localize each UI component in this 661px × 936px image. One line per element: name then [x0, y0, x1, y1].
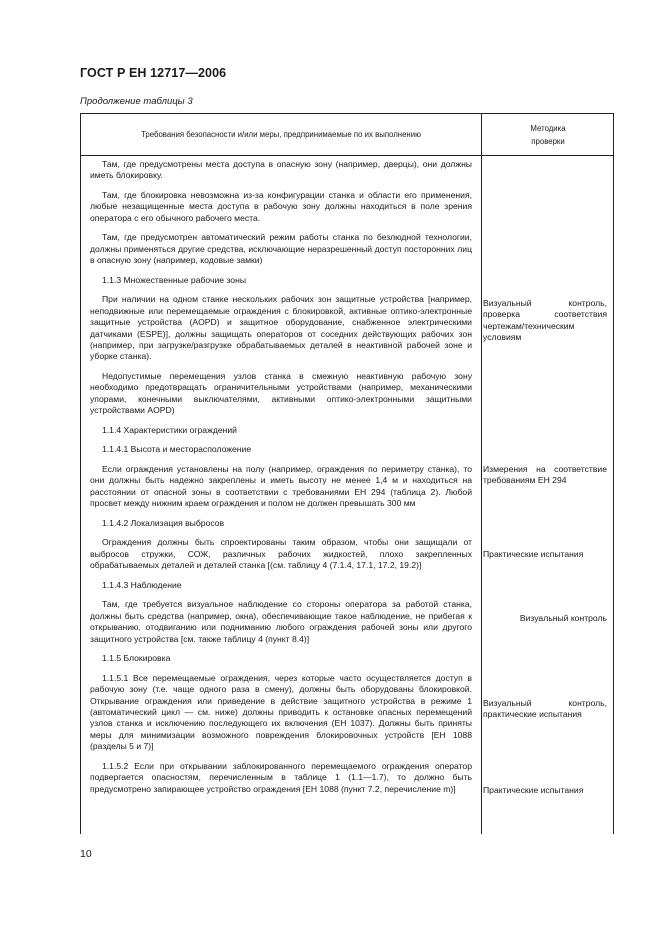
- method-cell: Визуальный контроль: [519, 613, 607, 623]
- requirement-paragraph: Там, где требуется визуальное наблюдение со стороны оператора за работой станка, должны быть средства (например, окна), обеспечивающие такое наблюдение, не прибегая к открыванию, отодвиганию или подниманию любого ограждения рабочей зоны или другого защитного устройства [см. также таблицу 4 (пункт 8.4)]: [90, 599, 472, 644]
- requirement-paragraph: Если ограждения установлены на полу (например, ограждения по периметру станка), то они должны быть надежно закреплены и иметь высоту не менее 1,4 м и находиться на расстоянии от опасной зоны в соответствии с требованиями ЕН 294 (таблица 2). Любой просвет между нижним краем ограждения и полом не должен превышать 300 мм: [90, 464, 472, 509]
- section-heading: 1.1.5 Блокировка: [102, 653, 171, 664]
- method-header-line2: проверки: [531, 136, 565, 146]
- requirement-paragraph: Там, где блокировка невозможна из-за конфигурации станка и области его применения, любые незащищенные места доступа в рабочую зону должны находиться в поле зрения оператора с его обычного рабочего места.: [90, 190, 472, 223]
- requirement-paragraph: 1.1.5.2 Если при открывании заблокированного перемещаемого ограждения оператор подвергается опасностям, перечисленным в таблице 1 (1.1—1.7), то должно быть предусмотрено запирающее устройство ограждения [ЕН 1088 (пункт 7.2, перечисление m)]: [90, 760, 472, 794]
- requirement-paragraph: Там, где предусмотрен автоматический режим работы станка по безлюдной технологии, должны применяться другие средства, исключающие неразрешенный доступ посторонних лиц в опасную зону (например, кодовые замки): [90, 232, 472, 266]
- method-header-line1: Методика: [530, 123, 566, 133]
- method-cell: Визуальный контроль, практические испытания: [483, 698, 607, 720]
- section-heading: 1.1.4.1 Высота и месторасположение: [102, 444, 252, 455]
- requirement-paragraph: 1.1.5.1 Все перемещаемые ограждения, через которые часто осуществляется доступ в рабочую зону (т.е. чаще одного раза в смену), должны быть оборудованы блокировкой. Открывание ограждения или приведение в действие защитного устройства в режиме 1 (автоматический цикл — см. ниже) должны приводить к остановке опасных перемещений узлов станка и исключению последующего их включения (ЕН 1037). Должны быть приняты меры для минимизации возможного повреждения блокировочных устройств [ЕН 1088 (разделы 5 и 7)]: [90, 672, 472, 752]
- table-continuation-label: Продолжение таблицы 3: [80, 96, 193, 107]
- method-cell: Визуальный контроль, проверка соответствия чертежам/техническим условиям: [483, 298, 607, 343]
- requirement-paragraph: Там, где предусмотрены места доступа в опасную зону (например, дверцы), они должны иметь блокировку.: [90, 159, 472, 181]
- requirements-table: [80, 113, 614, 834]
- requirement-paragraph: Недопустимые перемещения узлов станка в смежную неактивную рабочую зону необходимо предотвращать ограничительными устройствами (например, механическими упорами, конечными выключателями, активными оптико-электронными защитными устройствами AOPD): [90, 371, 472, 416]
- section-heading: 1.1.3 Множественные рабочие зоны: [102, 274, 246, 285]
- method-cell: Практические испытания: [483, 549, 584, 559]
- document-title: ГОСТ Р ЕН 12717—2006: [80, 66, 227, 80]
- requirements-column-header: Требования безопасности и/или меры, предпринимаемые по их выполнению: [141, 130, 421, 139]
- requirement-paragraph: Ограждения должны быть спроектированы таким образом, чтобы они защищали от выбросов стружки, СОЖ, различных рабочих жидкостей, плохо закрепленных обрабатываемых деталей и деталей станка [(см. таблицу 4 (7.1.4, 17.1, 17.2, 19.2)]: [90, 537, 472, 571]
- section-heading: 1.1.4.2 Локализация выбросов: [102, 517, 225, 528]
- section-heading: 1.1.4.3 Наблюдение: [102, 579, 182, 590]
- section-heading: 1.1.4 Характеристики ограждений: [102, 424, 237, 435]
- method-cell: Измерения на соответствие требованиям ЕН 294: [483, 464, 607, 486]
- requirement-paragraph: При наличии на одном станке нескольких рабочих зон защитные устройства [например, неподвижные или перемещаемые ограждения с блокировкой, активные оптико-электронные защитные устройства (AOPD) и защитное оборудование, снабженное электрическими датчиками (ESPE)], должны защищать операторов от соседних действующих рабочих зон (например, при загрузке/разгрузке обрабатываемых деталей в неактивной рабочей зоне и уборке станка).: [90, 294, 472, 362]
- method-column-header: [482, 114, 614, 155]
- requirements-column: [81, 156, 481, 803]
- page-number: 10: [80, 848, 92, 860]
- column-divider: [481, 114, 482, 834]
- method-cell: Практические испытания: [483, 785, 584, 795]
